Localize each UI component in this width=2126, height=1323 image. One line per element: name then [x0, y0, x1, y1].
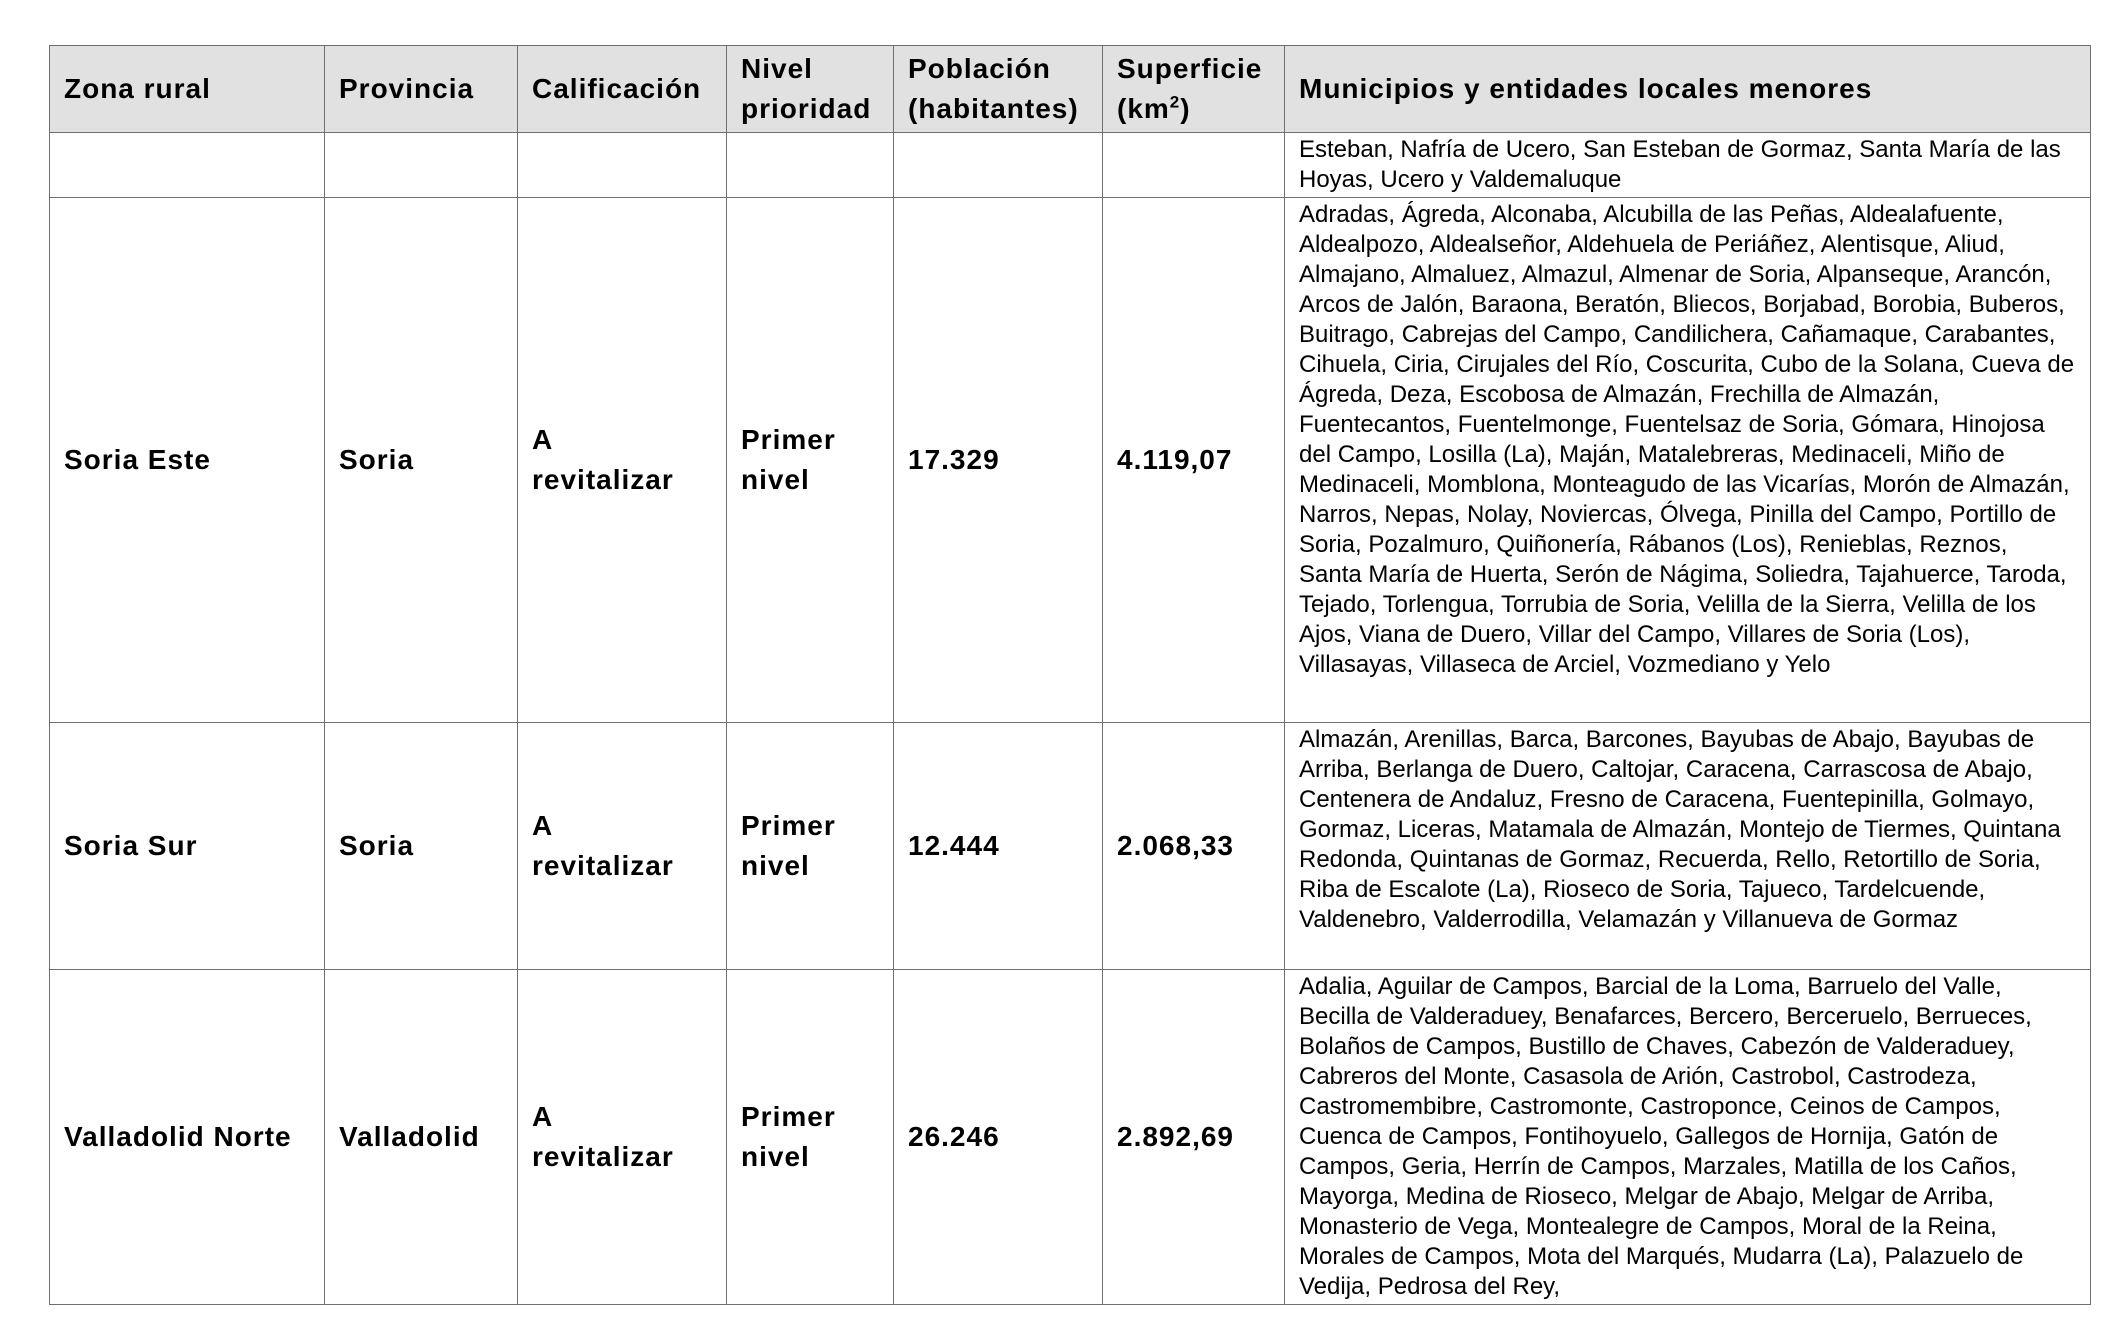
cell-calificacion: A revitalizar: [518, 970, 727, 1305]
cell-empty: [1103, 133, 1285, 198]
cell-empty: [518, 133, 727, 198]
cell-poblacion: 12.444: [894, 723, 1103, 970]
cell-nivel-prioridad: Primer nivel: [727, 198, 894, 723]
header-calificacion: Calificación: [518, 46, 727, 133]
cell-empty: [894, 133, 1103, 198]
cell-superficie: 4.119,07: [1103, 198, 1285, 723]
cell-empty: [325, 133, 518, 198]
cell-poblacion: 26.246: [894, 970, 1103, 1305]
municipalities-table-container: [49, 45, 2090, 1305]
table-row: [50, 198, 2091, 723]
cell-provincia: Soria: [325, 198, 518, 723]
table-row-continuation: [50, 133, 2091, 198]
table-row: [50, 970, 2091, 1305]
header-row: [50, 46, 2091, 133]
header-superficie: Superficie $(km^2)$: [1103, 46, 1285, 133]
cell-empty: [727, 133, 894, 198]
cell-provincia: Valladolid: [325, 970, 518, 1305]
cell-municipios: Adradas, Ágreda, Alconaba, Alcubilla de las Peñas, Aldealafuente, Aldealpozo, Aldealseñor, Aldehuela de Periáñez, Alentisque, Aliud, Almajano, Almaluez, Almazul, Almenar de Soria, Alpanseque, Arancón, Arcos de Jalón, Baraona, Beratón, Bliecos, Borjabad, Borobia, Buberos, Buitrago, Cabrejas del Campo, Candilichera, Cañamaque, Carabantes, Cihuela, Ciria, Cirujales del Río, Coscurita, Cubo de la Solana, Cueva de Ágreda, Deza, Escobosa de Almazán, Frechilla de Almazán, Fuentecantos, Fuentelmonge, Fuentelsaz de Soria, Gómara, Hinojosa del Campo, Losilla (La), Maján, Matalebreras, Medinaceli, Miño de Medinaceli, Momblona, Monteagudo de las Vicarías, Morón de Almazán, Narros, Nepas, Nolay, Noviercas, Ólvega, Pinilla del Campo, Portillo de Soria, Pozalmuro, Quiñonería, Rábanos (Los), Renieblas, Reznos, Santa María de Huerta, Serón de Nágima, Soliedra, Tajahuerce, Taroda, Tejado, Torlengua, Torrubia de Soria, Velilla de la Sierra, Velilla de los Ajos, Viana de Duero, Villar del Campo, Villares de Soria (Los), Villasayas, Villaseca de Arciel, Vozmediano y Yelo: [1285, 198, 2091, 723]
rural-zones-table: [49, 45, 2091, 1305]
cell-municipios: Almazán, Arenillas, Barca, Barcones, Bayubas de Abajo, Bayubas de Arriba, Berlanga de Duero, Caltojar, Caracena, Carrascosa de Abajo, Centenera de Andaluz, Fresno de Caracena, Fuentepinilla, Golmayo, Gormaz, Liceras, Matamala de Almazán, Montejo de Tiermes, Quintana Redonda, Quintanas de Gormaz, Recuerda, Rello, Retortillo de Soria, Riba de Escalote (La), Rioseco de Soria, Tajueco, Tardelcuende, Valdenebro, Valderrodilla, Velamazán y Villanueva de Gormaz: [1285, 723, 2091, 970]
cell-municipios: Esteban, Nafría de Ucero, San Esteban de Gormaz, Santa María de las Hoyas, Ucero y Valdemaluque: [1285, 133, 2091, 198]
cell-nivel-prioridad: Primer nivel: [727, 723, 894, 970]
cell-zona-rural: Soria Sur: [50, 723, 325, 970]
cell-zona-rural: Valladolid Norte: [50, 970, 325, 1305]
cell-calificacion: A revitalizar: [518, 723, 727, 970]
cell-municipios: Adalia, Aguilar de Campos, Barcial de la Loma, Barruelo del Valle, Becilla de Valderaduey, Benafarces, Bercero, Berceruelo, Berrueces, Bolaños de Campos, Bustillo de Chaves, Cabezón de Valderaduey, Cabreros del Monte, Casasola de Arión, Castrobol, Castrodeza, Castromembibre, Castromonte, Castroponce, Ceinos de Campos, Cuenca de Campos, Fontihoyuelo, Gallegos de Hornija, Gatón de Campos, Geria, Herrín de Campos, Marzales, Matilla de los Caños, Mayorga, Medina de Rioseco, Melgar de Abajo, Melgar de Arriba, Monasterio de Vega, Montealegre de Campos, Moral de la Reina, Morales de Campos, Mota del Marqués, Mudarra (La), Palazuelo de Vedija, Pedrosa del Rey,: [1285, 970, 2091, 1305]
cell-nivel-prioridad: Primer nivel: [727, 970, 894, 1305]
header-municipios: Municipios y entidades locales menores: [1285, 46, 2091, 133]
header-poblacion: Población (habitantes): [894, 46, 1103, 133]
table-row: [50, 723, 2091, 970]
header-nivel-prioridad: Nivel prioridad: [727, 46, 894, 133]
cell-calificacion: A revitalizar: [518, 198, 727, 723]
cell-empty: [50, 133, 325, 198]
header-zona-rural: Zona rural: [50, 46, 325, 133]
cell-superficie: 2.892,69: [1103, 970, 1285, 1305]
cell-superficie: 2.068,33: [1103, 723, 1285, 970]
cell-poblacion: 17.329: [894, 198, 1103, 723]
cell-provincia: Soria: [325, 723, 518, 970]
header-provincia: Provincia: [325, 46, 518, 133]
cell-zona-rural: Soria Este: [50, 198, 325, 723]
